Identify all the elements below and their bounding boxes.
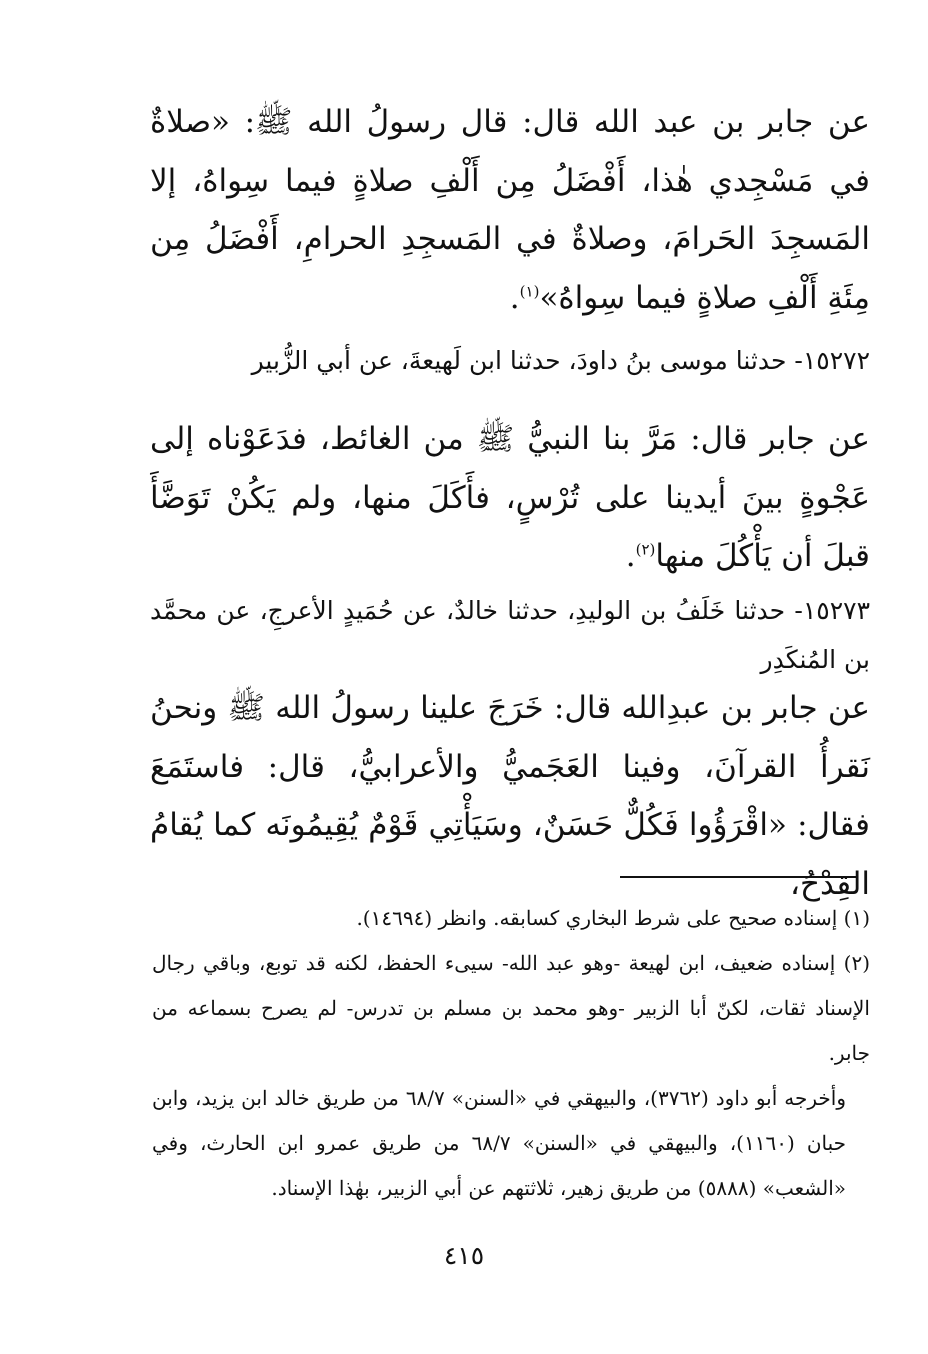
footnote-ref-2: (٢): [635, 540, 656, 559]
footnote-ref-1: (١): [519, 282, 540, 301]
footnote-2: (٢) إسناده ضعيف، ابن لهيعة -وهو عبد الله- سيىء الحفظ، لكنه قد توبع، وباقي رجال الإسناد ثقات، لكنّ أبا الزبير -وهو محمد بن مسلم بن تدرس- لم يصرح بسماعه من جابر.: [152, 951, 870, 1065]
isnad-15272-text: ١٥٢٧٢- حدثنا موسى بنُ داودَ، حدثنا ابن لَهيعةَ، عن أبي الزُّبير: [251, 346, 870, 375]
footnotes: [152, 896, 870, 1211]
isnad-15272: [150, 336, 870, 385]
hadith-3-text: عن جابر بن عبدِالله قال: خَرَجَ علينا رسولُ الله ﷺ ونحنُ نَقرأُ القرآنَ، وفينا العَجَميُّ والأعرابيُّ، قال: فاستَمَعَ فقال: «اقْرَؤُوا فَكُلٌّ حَسَنٌ، وسَيَأْتِي قَوْمٌ يُقِيمُونَه كما يُقامُ القِدْحُ،: [150, 690, 870, 902]
hadith-2-text: عن جابر قال: مَرَّ بنا النبيُّ ﷺ من الغائط، فدَعَوْناه إلى عَجْوةٍ بينَ أيدينا على تُرْسٍ، فأَكَلَ منها، ولم يَكُنْ تَوَضَّأَ قبلَ أن يَأْكُلَ منها: [150, 421, 870, 574]
page-number: ٤١٥: [443, 1241, 485, 1270]
isnad-15273: [150, 586, 870, 684]
hadith-2-end-mark: .: [625, 538, 636, 574]
isnad-15273-text: ١٥٢٧٣- حدثنا خَلَفُ بن الوليدِ، حدثنا خالدٌ، عن حُمَيدٍ الأعرجِ، عن محمَّد بن المُنكَدِر: [150, 596, 870, 674]
footnote-2-continued: وأخرجه أبو داود (٣٧٦٢)، والبيهقي في «السنن» ٦٨/٧ من طريق خالد ابن يزيد، وابن حبان (١١٦٠)، والبيهقي في «السنن» ٦٨/٧ من طريق عمرو ابن الحارث، وفي «الشعب» (٥٨٨٨) من طريق زهير، ثلاثتهم عن أبي الزبير، بهٰذا الإسناد.: [152, 1086, 847, 1200]
footnote-1: (١) إسناده صحيح على شرط البخاري كسابقه. وانظر (١٤٦٩٤).: [356, 906, 870, 930]
hadith-paragraph-1: [150, 93, 870, 327]
hadith-1-end-mark: .: [509, 279, 520, 316]
hadith-1-text: عن جابر بن عبد الله قال: قال رسولُ الله ﷺ: «صلاةٌ في مَسْجِدي هٰذا، أَفْضَلُ مِن أَلْفِ صلاةٍ فيما سِواهُ، إلا المَسجِدَ الحَرامَ، وصلاةٌ في المَسجِدِ الحرامِ، أَفْضَلُ مِن مِئَةِ أَلْفِ صلاةٍ فيما سِواهُ»: [150, 104, 870, 316]
hadith-paragraph-2: [150, 410, 870, 586]
footnote-divider: [620, 876, 856, 878]
